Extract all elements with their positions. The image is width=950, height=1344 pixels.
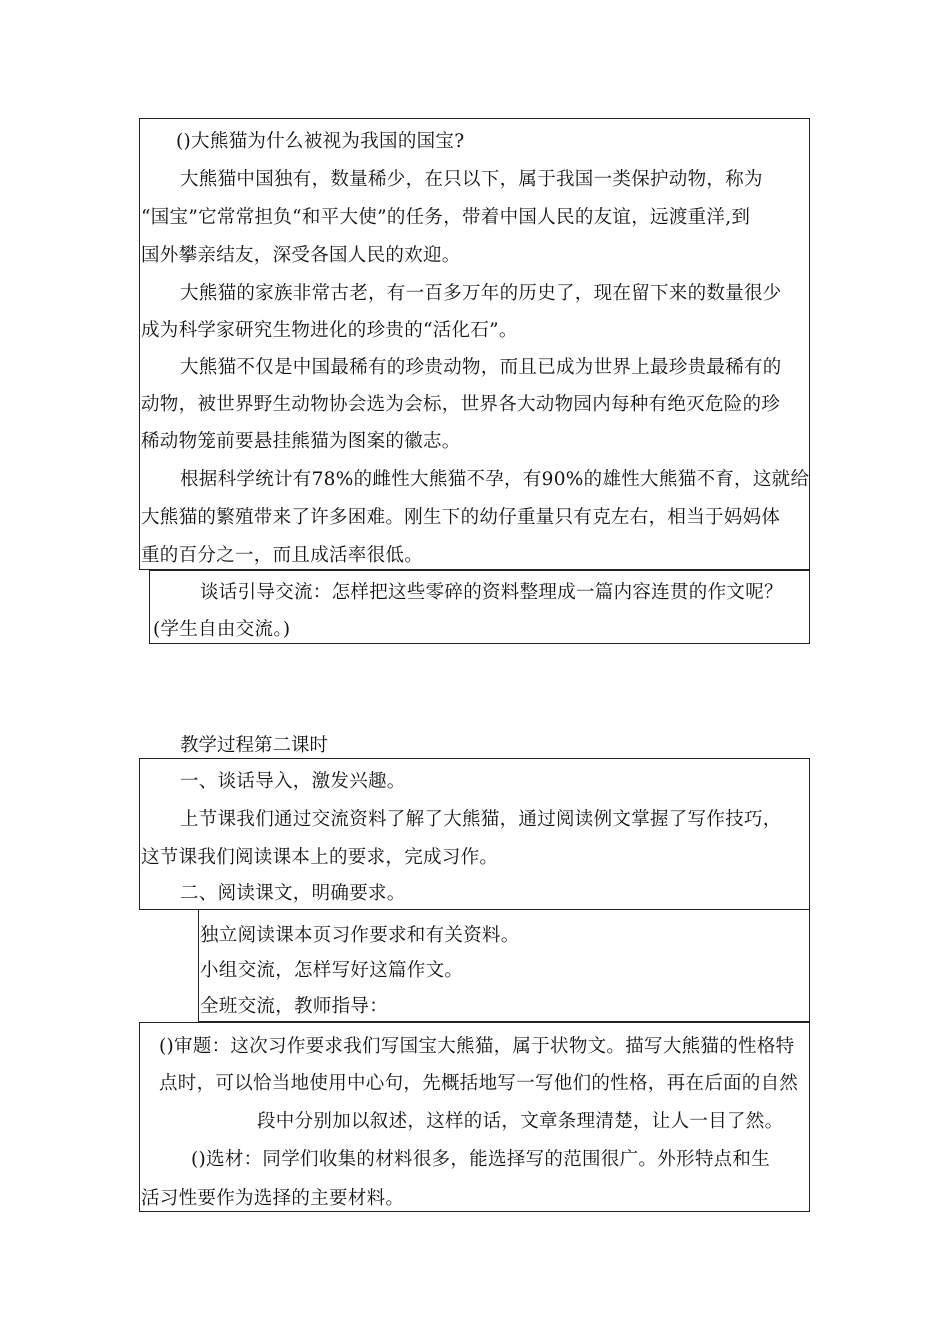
guide-line4: ()选材：同学们收集的材料很多，能选择写的范围很广。外形特点和生 [191, 1149, 771, 1170]
lesson-two-heading: 教学过程第二课时 [180, 735, 329, 756]
para2-line1: 大熊猫的家族非常古老，有一百多万年的历史了，现在留下来的数量很少 [180, 283, 782, 304]
para3-line1: 大熊猫不仅是中国最稀有的珍贵动物，而且已成为世界上最珍贵最稀有的 [180, 357, 782, 378]
para4-line1: 根据科学统计有78%的雌性大熊猫不孕，有90%的雄性大熊猫不育，这就给 [180, 469, 810, 490]
guide-line5: 活习性要作为选择的主要材料。 [141, 1188, 405, 1209]
intro-line3: 这节课我们阅读课本上的要求，完成习作。 [141, 847, 499, 868]
guide-line2: 点时，可以恰当地使用中心句，先概括地写一写他们的性格，再在后面的自然 [159, 1073, 799, 1094]
para1-line1: 大熊猫中国独有，数量稀少，在只以下，属于我国一类保护动物，称为 [180, 169, 763, 190]
discussion-line1: 谈话引导交流：怎样把这些零碎的资料整理成一篇内容连贯的作文呢？ [200, 582, 783, 603]
para3-line2: 动物，被世界野生动物协会选为会标，世界各大动物园内每种有绝灭危险的珍 [141, 394, 781, 415]
para1-line2: “国宝”它常常担负“和平大使”的任务，带着中国人民的友谊，远渡重洋,到 [141, 207, 751, 228]
guide-line1: ()审题：这次习作要求我们写国宝大熊猫，属于状物文。描写大熊猫的性格特 [159, 1036, 795, 1057]
intro-step1: 一、谈话导入，激发兴趣。 [180, 771, 406, 792]
step-read: 独立阅读课本页习作要求和有关资料。 [200, 925, 520, 946]
step-class: 全班交流，教师指导： [200, 996, 389, 1017]
intro-line2: 上节课我们通过交流资料了解了大熊猫，通过阅读例文掌握了写作技巧， [180, 809, 782, 830]
para4-line3: 重的百分之一，而且成活率很低。 [141, 545, 424, 566]
para1-line3: 国外攀亲结友，深受各国人民的欢迎。 [141, 245, 461, 266]
intro-step2: 二、阅读课文，明确要求。 [180, 883, 406, 904]
para2-line2: 成为科学家研究生物进化的珍贵的“活化石”。 [141, 320, 518, 341]
question-heading: ()大熊猫为什么被视为我国的国宝? [176, 131, 465, 152]
guide-line3: 段中分别加以叙述，这样的话，文章条理清楚，让人一目了然。 [257, 1111, 784, 1132]
para3-line3: 稀动物笼前要悬挂熊猫为图案的徽志。 [141, 431, 461, 452]
step-group: 小组交流，怎样写好这篇作文。 [200, 960, 464, 981]
para4-line2: 大熊猫的繁殖带来了许多困难。刚生下的幼仔重量只有克左右，相当于妈妈体 [141, 507, 781, 528]
discussion-line2: (学生自由交流。) [153, 619, 291, 640]
